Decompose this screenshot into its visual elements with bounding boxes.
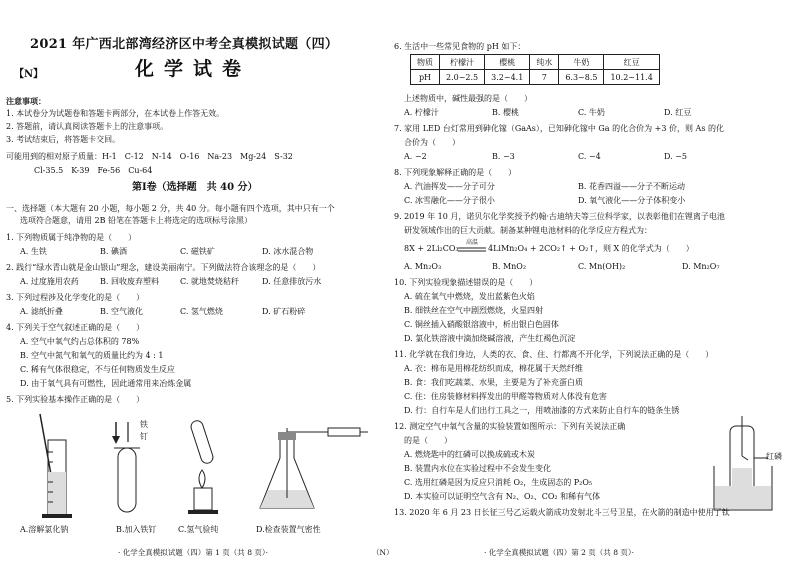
q7-option-d: D. −5 [664, 152, 688, 161]
figure-b-ding-label: 钉 [140, 432, 148, 441]
q9-option-d: D. Mn₂O₇ [682, 262, 720, 271]
q3-option-d: D. 矿石粉碎 [262, 307, 306, 316]
q2-option-d: D. 任意排放污水 [262, 277, 322, 286]
q12-stem-line2: 的是（ ） [404, 436, 452, 445]
q9-equation-arrow [458, 247, 486, 253]
left-page [0, 0, 392, 561]
q5-stem: 5. 下列实验基本操作正确的是（ ） [6, 395, 145, 404]
q3-stem: 3. 下列过程涉及化学变化的是（ ） [6, 293, 145, 302]
q11-option-c: C. 住：住房装修材料挥发出的甲醛等物质对人体没有危害 [404, 392, 607, 401]
figure-c-label: C.氢气验纯 [178, 525, 219, 534]
ph-value-cell: 6.3~8.5 [559, 70, 604, 85]
q12-option-b: B. 装置内水位在实验过程中不会发生变化 [404, 464, 551, 473]
q1-option-b: B. 碘酒 [100, 247, 127, 256]
q2-option-c: C. 就地焚烧秸秆 [180, 277, 239, 286]
q6-option-c: C. 牛奶 [578, 108, 605, 117]
q4-option-b: B. 空气中氮气和氧气的质量比约为 4 : 1 [20, 351, 164, 360]
ph-header-cell: 樱桃 [485, 55, 530, 70]
q7-stem-line1: 7. 家用 LED 台灯常用到砷化镓（GaAs），已知砷化镓中 Ga 的化合价为 +3 价，则 As 的化 [394, 124, 724, 133]
q12-apparatus-figure [710, 416, 790, 512]
ph-table [410, 54, 660, 85]
figure-a-cylinder [26, 412, 86, 520]
left-footer: · 化学全真模拟试题（四）第 1 页（共 8 页）· [118, 548, 268, 557]
q1-stem: 1. 下列物质属于纯净物的是（ ） [6, 233, 137, 242]
ph-value-cell: 10.2~11.4 [604, 70, 659, 85]
figure-b-tie-label: 铁 [140, 420, 148, 429]
q9-equation-right: 4LiMn₂O₄ + 2CO₂↑ + O₂↑，则 X 的化学式为（ ） [488, 244, 694, 253]
q1-option-c: C. 磁铁矿 [180, 247, 215, 256]
atomic-mass-line1: 可能用到的相对原子质量：H-1 C-12 N-14 O-16 Na-23 Mg-24 S-32 [6, 152, 293, 161]
q12-stem-line1: 12. 测定空气中氧气含量的实验装置如图所示：下列有关说法正确 [394, 422, 626, 431]
q8-stem: 8. 下列现象解释正确的是（ ） [394, 168, 517, 177]
figure-b-label: B.加入铁钉 [116, 525, 157, 534]
q8-option-d: D. 氧气液化——分子体积变小 [578, 196, 686, 205]
figure-b-test-tube [104, 418, 164, 518]
center-mark: （N） [372, 548, 394, 557]
q9-option-a: A. Mn₂O₃ [404, 262, 442, 271]
figure-d-label: D.检查装置气密性 [256, 525, 321, 534]
right-page [392, 0, 794, 561]
figure-c-hydrogen-test [176, 418, 236, 518]
right-footer: · 化学全真模拟试题（四）第 2 页（共 8 页）· [484, 548, 634, 557]
q4-option-d: D. 由于氧气具有可燃性，因此通常用来冶炼金属 [20, 379, 192, 388]
q10-option-a: A. 硫在氧气中燃烧，发出蓝紫色火焰 [404, 292, 535, 301]
q2-stem: 2. 践行“绿水青山就是金山银山”理念，建设美丽南宁。下列做法符合该理念的是（ ） [6, 263, 321, 272]
q9-equation-left: 8X + 2Li₂CO₃ [404, 244, 459, 253]
q10-stem: 10. 下列实验现象描述错误的是（ ） [394, 278, 538, 287]
q12-red-phosphorus-label: 红磷 [766, 452, 782, 461]
q7-stem-line2: 合价为（ ） [404, 138, 460, 147]
notice-heading: 注意事项： [6, 96, 46, 106]
q3-option-c: C. 氢气燃烧 [180, 307, 223, 316]
q10-option-d: D. 氯化铁溶液中滴加烧碱溶液，产生红褐色沉淀 [404, 334, 576, 343]
version-tag: 【N】 [14, 69, 44, 80]
ph-header-cell: 柠檬汁 [440, 55, 485, 70]
atomic-mass-line2: Cl-35.5 K-39 Fe-56 Cu-64 [34, 166, 153, 175]
ph-value-cell: 7 [530, 70, 559, 85]
section1-instr-line1: 一、选择题（本大题有 20 小题，每小题 2 分，共 40 分。每小题有四个选项，其中只有一个 [6, 204, 335, 213]
ph-header-cell: 红豆 [604, 55, 659, 70]
q10-option-b: B. 细铁丝在空气中剧烈燃烧，火星四射 [404, 306, 543, 315]
ph-value-cell: pH [411, 70, 440, 85]
q8-option-a: A. 汽油挥发——分子可分 [404, 182, 495, 191]
q11-option-d: D. 行：自行车是人们出行工具之一，用喷油漆的方式来防止自行车的链条生锈 [404, 406, 680, 415]
subject-title: 化学试卷 [135, 58, 252, 80]
ph-header-cell: 牛奶 [559, 55, 604, 70]
notice-3: 3. 考试结束后，将答题卡交回。 [6, 135, 121, 144]
figure-d-airtightness [252, 418, 372, 518]
q6-followup: 上述物质中，碱性最强的是（ ） [404, 94, 532, 103]
q7-option-a: A. −2 [404, 152, 427, 161]
q1-option-a: A. 生铁 [20, 247, 47, 256]
section1-instr-line2: 选项符合题意，请用 2B 铅笔在答题卡上将选定的选项标号涂黑） [20, 216, 253, 225]
q9-stem-line1: 9. 2019 年 10 月，诺贝尔化学奖授予约翰·古迪纳夫等三位科学家，以表彰他们在锂离子电池 [394, 212, 725, 221]
q6-stem: 6. 生活中一些常见食物的 pH 如下： [394, 42, 526, 51]
q3-option-a: A. 滤纸折叠 [20, 307, 63, 316]
q12-option-a: A. 燃烧匙中的红磷可以换成硫或木炭 [404, 450, 535, 459]
exam-title: 2021 年广西北部湾经济区中考全真模拟试题（四） [30, 37, 339, 52]
q8-option-c: C. 冰雪融化——分子很小 [404, 196, 495, 205]
notice-1: 1. 本试卷分为试题卷和答题卡两部分，在本试卷上作答无效。 [6, 109, 225, 118]
q6-option-b: B. 樱桃 [492, 108, 519, 117]
q6-option-a: A. 柠檬汁 [404, 108, 439, 117]
notice-2: 2. 答题前，请认真阅读答题卡上的注意事项。 [6, 122, 169, 131]
ph-value-cell: 2.0~2.5 [440, 70, 485, 85]
q2-option-a: A. 过度施用农药 [20, 277, 79, 286]
q9-option-b: B. MnO₂ [492, 262, 527, 271]
q7-option-b: B. −3 [492, 152, 515, 161]
figure-a-label: A.溶解氯化钠 [20, 525, 69, 534]
q11-option-a: A. 衣：棉布是用棉花纺织而成，棉花属于天然纤维 [404, 364, 583, 373]
ph-header-cell: 纯水 [530, 55, 559, 70]
q13-stem: 13. 2020 年 6 月 23 日长征三号乙运载火箭成功发射北斗三号卫星，在火箭的制造中使用了钛 [394, 508, 730, 517]
q4-option-c: C. 稀有气体很稳定，不与任何物质发生反应 [20, 365, 175, 374]
q10-option-c: C. 铜丝插入硝酸银溶液中，析出银白色固体 [404, 320, 559, 329]
part-title: 第Ⅰ卷（选择题 共 40 分） [132, 182, 258, 193]
q9-option-c: C. Mn(OH)₂ [578, 262, 626, 271]
q9-equation-condition: 高温 [466, 239, 479, 246]
ph-header-cell: 物质 [411, 55, 440, 70]
q9-stem-line2: 研发领域作出的巨大贡献。制备某种锂电池材料的化学反应方程式为： [404, 226, 652, 235]
q2-option-b: B. 回收废弃塑料 [100, 277, 159, 286]
ph-value-cell: 3.2~4.1 [485, 70, 530, 85]
q3-option-b: B. 空气液化 [100, 307, 143, 316]
q1-option-d: D. 冰水混合物 [262, 247, 314, 256]
q6-option-d: D. 红豆 [664, 108, 692, 117]
q8-option-b: B. 花香四溢——分子不断运动 [578, 182, 685, 191]
q11-option-b: B. 食：我们吃蔬菜、水果，主要是为了补充蛋白质 [404, 378, 583, 387]
q7-option-c: C. −4 [578, 152, 601, 161]
q4-option-a: A. 空气中氧气约占总体积的 78% [20, 337, 140, 346]
q12-option-c: C. 选用红磷是因为反应只消耗 O₂，生成固态的 P₂O₅ [404, 478, 593, 487]
q11-stem: 11. 化学就在我们身边，人类的衣、食、住、行都离不开化学，下列说法正确的是（ ） [394, 350, 714, 359]
q12-option-d: D. 本实验可以证明空气含有 N₂、O₂、CO₂ 和稀有气体 [404, 492, 601, 501]
q4-stem: 4. 下列关于空气叙述正确的是（ ） [6, 323, 145, 332]
